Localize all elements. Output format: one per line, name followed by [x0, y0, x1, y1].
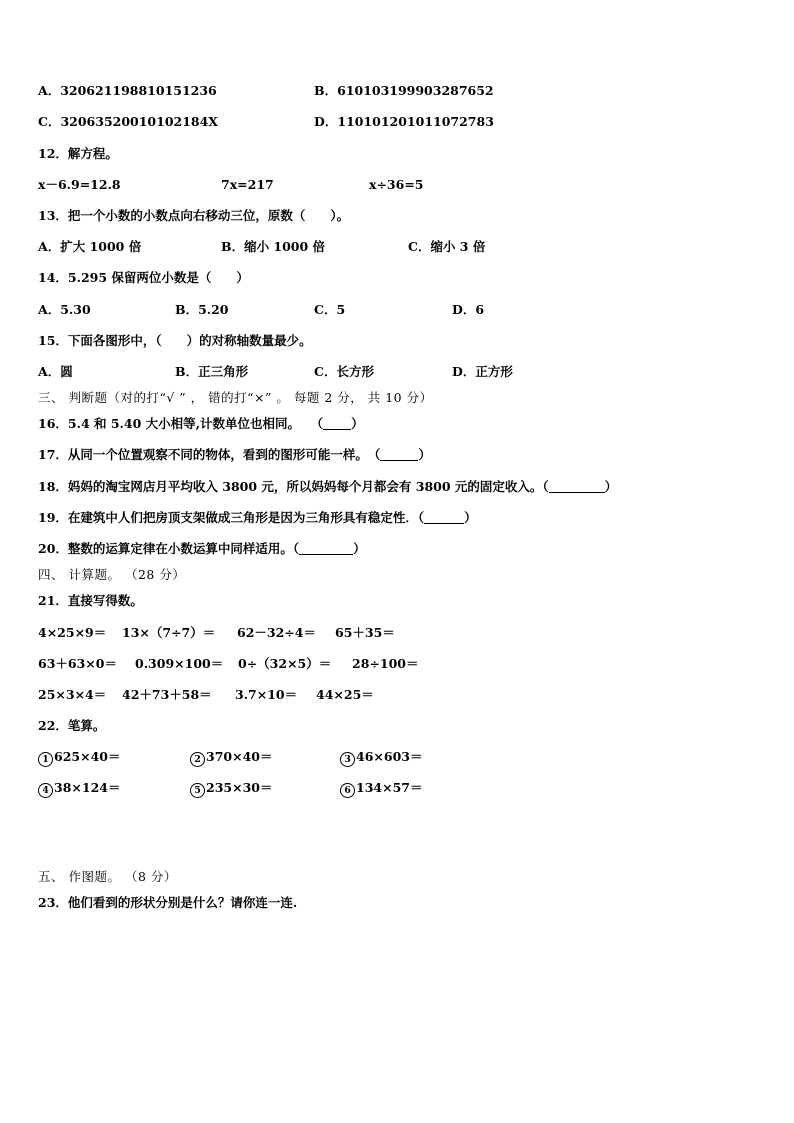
q21-item: 4×25×9＝ [38, 625, 107, 640]
section-4-heading: 四、 计算题。 （28 分） [38, 567, 186, 582]
q14-title: 14．5.295 保留两位小数是（ ） [38, 270, 249, 285]
q22-item-2: 2 370×40＝ [190, 749, 272, 767]
q22-title: 22．笔算。 [38, 718, 106, 733]
q16-statement: 16．5.4 和 5.40 大小相等,计数单位也相同。 （ ） [38, 416, 364, 431]
q15-option-a: A．圆 [38, 364, 73, 379]
q20-statement: 20．整数的运算定律在小数运算中同样适用。（ ） [38, 541, 366, 556]
q21-item: 3.7×10＝ [235, 687, 298, 702]
q14-option-b: B．5.20 [175, 302, 229, 317]
circled-number: 4 [38, 783, 53, 798]
q21-item: 44×25＝ [316, 687, 374, 702]
circled-number: 3 [340, 752, 355, 767]
q21-item: 65＋35＝ [335, 625, 395, 640]
q21-item: 62－32÷4＝ [237, 625, 316, 640]
q21-item: 28÷100＝ [352, 656, 419, 671]
q11-option-c: C．32063520010102184X [38, 114, 219, 129]
q16-answer-blank[interactable] [323, 417, 351, 430]
q17-answer-blank[interactable] [380, 448, 418, 461]
q13-option-c: C．缩小 3 倍 [408, 239, 486, 254]
q21-item: 25×3×4＝ [38, 687, 107, 702]
q18-statement: 18．妈妈的淘宝网店月平均收入 3800 元，所以妈妈每个月都会有 3800 元的固定收入。（ ） [38, 479, 618, 494]
q17-statement: 17．从同一个位置观察不同的物体，看到的图形可能一样。 （ ） [38, 447, 431, 462]
q15-title: 15．下面各图形中，（ ）的对称轴数量最少。 [38, 333, 312, 348]
q15-option-b: B．正三角形 [175, 364, 249, 379]
q12-equation-1: x－6.9=12.8 [38, 177, 121, 192]
q18-answer-blank[interactable] [549, 480, 605, 493]
q22-item-3: 3 46×603＝ [340, 749, 422, 767]
q11-option-b: B．610103199903287652 [314, 83, 494, 98]
section-5-heading: 五、 作图题。 （8 分） [38, 869, 177, 884]
circled-number: 5 [190, 783, 205, 798]
q14-option-a: A．5.30 [38, 302, 91, 317]
q12-equation-2: 7x=217 [221, 177, 274, 192]
q21-title: 21．直接写得数。 [38, 593, 143, 608]
q21-item: 0÷（32×5）＝ [238, 656, 332, 671]
q19-answer-blank[interactable] [424, 511, 464, 524]
circled-number: 6 [340, 783, 355, 798]
q11-option-d: D．110101201011072783 [314, 114, 494, 129]
q14-option-c: C．5 [314, 302, 346, 317]
q22-item-4: 4 38×124＝ [38, 780, 120, 798]
q21-item: 42＋73＋58＝ [122, 687, 212, 702]
q23-title: 23．他们看到的形状分别是什么？请你连一连. [38, 895, 298, 910]
q20-answer-blank[interactable] [299, 542, 353, 555]
section-3-heading: 三、 判断题（对的打“√ ” ， 错的打“×” 。 每题 2 分， 共 10 分） [38, 390, 433, 405]
q22-item-1: 1 625×40＝ [38, 749, 120, 767]
q12-title: 12．解方程。 [38, 146, 118, 161]
q19-statement: 19．在建筑中人们把房顶支架做成三角形是因为三角形具有稳定性．（ ） [38, 510, 477, 525]
q13-option-a: A．扩大 1000 倍 [38, 239, 142, 254]
circled-number: 1 [38, 752, 53, 767]
q22-item-6: 6 134×57＝ [340, 780, 422, 798]
q15-option-d: D．正方形 [452, 364, 513, 379]
q13-option-b: B．缩小 1000 倍 [221, 239, 326, 254]
q14-option-d: D．6 [452, 302, 485, 317]
q21-item: 13×（7÷7）＝ [122, 625, 216, 640]
q22-item-5: 5 235×30＝ [190, 780, 272, 798]
q11-option-a: A．320621198810151236 [38, 83, 217, 98]
q12-equation-3: x÷36=5 [369, 177, 424, 192]
q21-item: 0.309×100＝ [135, 656, 224, 671]
q21-item: 63＋63×0＝ [38, 656, 117, 671]
q15-option-c: C．长方形 [314, 364, 374, 379]
circled-number: 2 [190, 752, 205, 767]
q13-title: 13．把一个小数的小数点向右移动三位，原数（ ）。 [38, 208, 350, 223]
